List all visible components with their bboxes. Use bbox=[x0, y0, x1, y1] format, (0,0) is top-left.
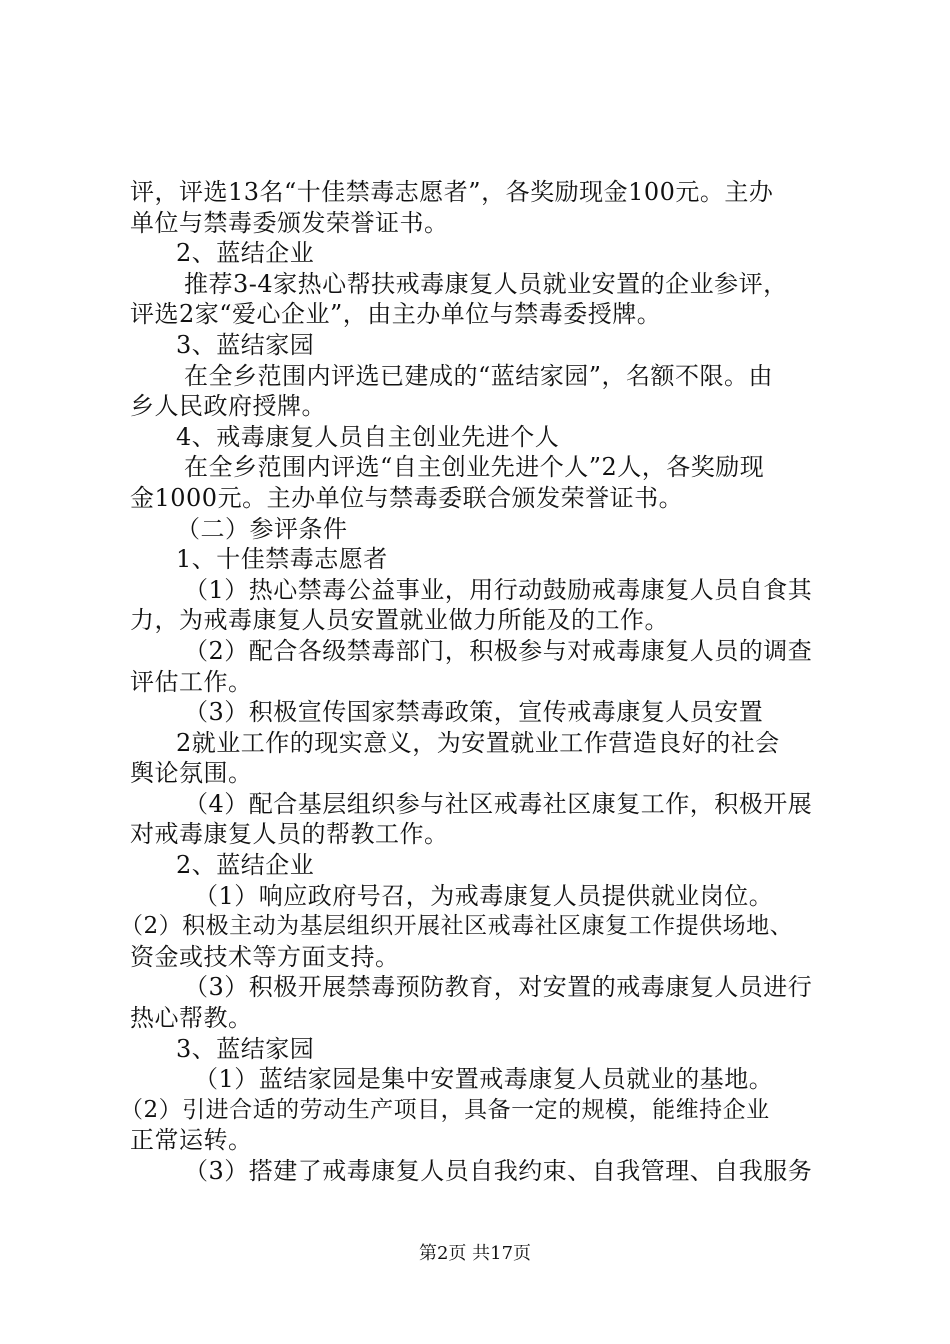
section-heading: 2、蓝结企业 bbox=[176, 851, 315, 880]
text-line: （3）积极宣传国家禁毒政策，宣传戒毒康复人员安置 bbox=[184, 698, 764, 727]
text-line: 力，为戒毒康复人员安置就业做力所能及的工作。 bbox=[130, 606, 669, 635]
text-line: 乡人民政府授牌。 bbox=[130, 392, 326, 421]
text-line: 单位与禁毒委颁发荣誉证书。 bbox=[130, 208, 449, 237]
text-line: 对戒毒康复人员的帮教工作。 bbox=[130, 820, 449, 849]
text-line: （2）引进合适的劳动生产项目，具备一定的规模，能维持企业 bbox=[120, 1096, 770, 1123]
text-line: 在全乡范围内评选已建成的“蓝结家园”，名额不限。由 bbox=[184, 361, 774, 390]
text-line: 推荐3-4家热心帮扶戒毒康复人员就业安置的企业参评， bbox=[184, 269, 788, 298]
text-line: （2）配合各级禁毒部门，积极参与对戒毒康复人员的调查 bbox=[184, 636, 813, 665]
text-line: （1）热心禁毒公益事业，用行动鼓励戒毒康复人员自食其 bbox=[184, 575, 813, 604]
text-line: 热心帮教。 bbox=[130, 1004, 253, 1033]
section-heading: 3、蓝结家园 bbox=[176, 1034, 315, 1063]
text-line: 评，评选13名“十佳禁毒志愿者”，各奖励现金100元。主办 bbox=[130, 178, 774, 206]
text-line: 金1000元。主办单位与禁毒委联合颁发荣誉证书。 bbox=[130, 483, 684, 512]
text-line: 正常运转。 bbox=[130, 1126, 253, 1155]
text-line: 舆论氛围。 bbox=[130, 759, 253, 788]
text-line: （1）蓝结家园是集中安置戒毒康复人员就业的基地。 bbox=[194, 1065, 774, 1094]
section-heading: 2、蓝结企业 bbox=[176, 239, 315, 268]
text-line: 在全乡范围内评选“自主创业先进个人”2人，各奖励现 bbox=[184, 453, 765, 482]
section-heading: 1、十佳禁毒志愿者 bbox=[176, 545, 388, 574]
section-heading: 4、戒毒康复人员自主创业先进个人 bbox=[176, 422, 560, 451]
text-line: （2）积极主动为基层组织开展社区戒毒社区康复工作提供场地、 bbox=[120, 913, 794, 940]
text-line: 2就业工作的现实意义，为安置就业工作营造良好的社会 bbox=[176, 728, 780, 757]
section-heading: 3、蓝结家园 bbox=[176, 330, 315, 359]
text-line: （3）搭建了戒毒康复人员自我约束、自我管理、自我服务 bbox=[184, 1157, 813, 1185]
text-line: （4）配合基层组织参与社区戒毒社区康复工作，积极开展 bbox=[184, 789, 813, 818]
text-line: 评选2家“爱心企业”，由主办单位与禁毒委授牌。 bbox=[130, 300, 662, 329]
text-line: 资金或技术等方面支持。 bbox=[130, 942, 400, 971]
text-line: （3）积极开展禁毒预防教育，对安置的戒毒康复人员进行 bbox=[184, 973, 813, 1002]
section-heading: （二）参评条件 bbox=[176, 514, 348, 543]
page-number-footer: 第2页 共17页 bbox=[418, 1243, 532, 1264]
text-line: （1）响应政府号召，为戒毒康复人员提供就业岗位。 bbox=[194, 881, 774, 910]
text-line: 评估工作。 bbox=[130, 667, 253, 696]
